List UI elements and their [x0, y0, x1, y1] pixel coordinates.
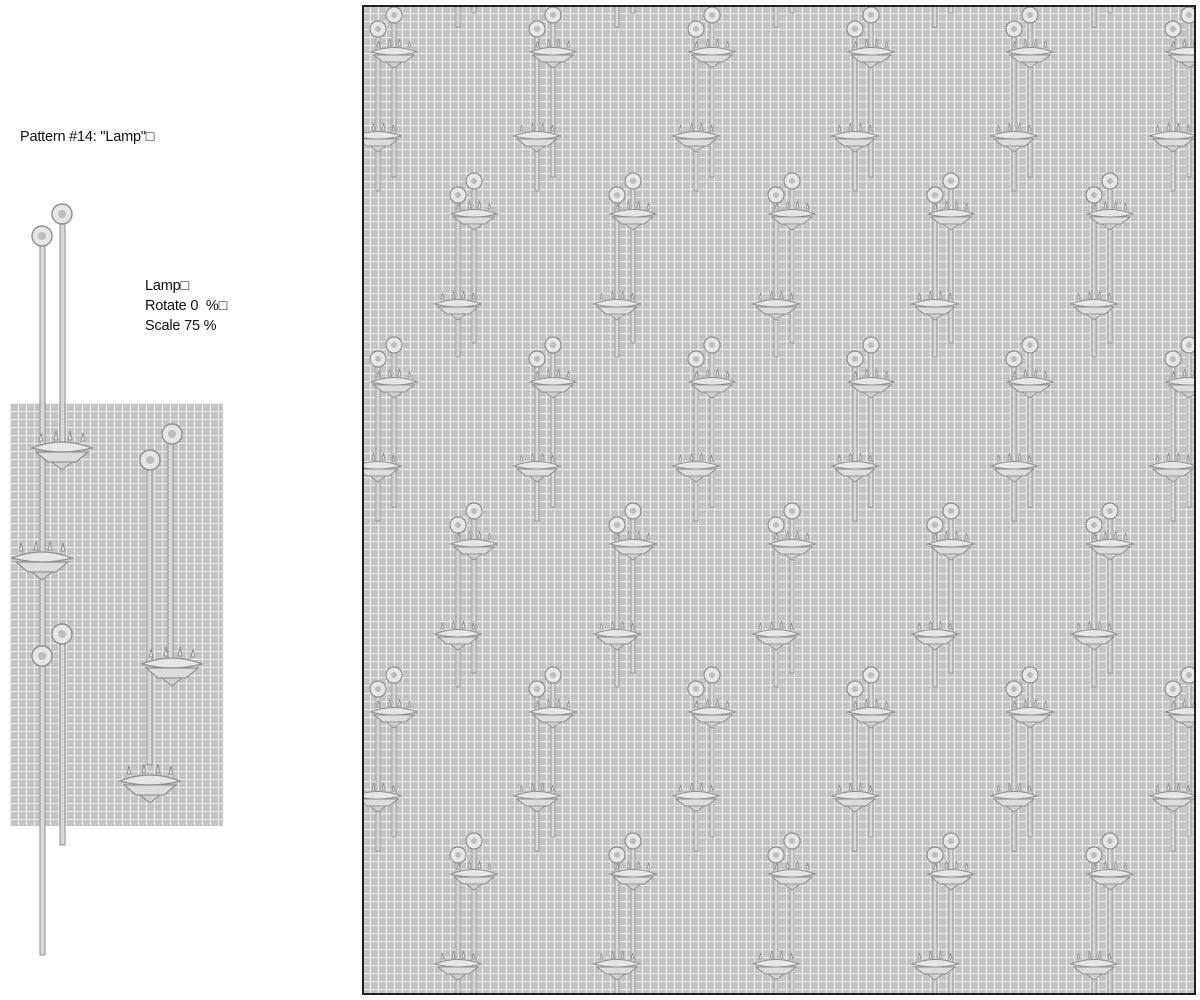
motif-name: Lamp□ — [145, 278, 190, 294]
scale-label: Scale 75 % — [145, 318, 217, 334]
pattern-sample-tile — [0, 195, 230, 965]
pattern-preview — [362, 5, 1196, 995]
rotate-label: Rotate 0 %□ — [145, 298, 228, 314]
pattern-title: Pattern #14: "Lamp"□ — [20, 129, 155, 145]
